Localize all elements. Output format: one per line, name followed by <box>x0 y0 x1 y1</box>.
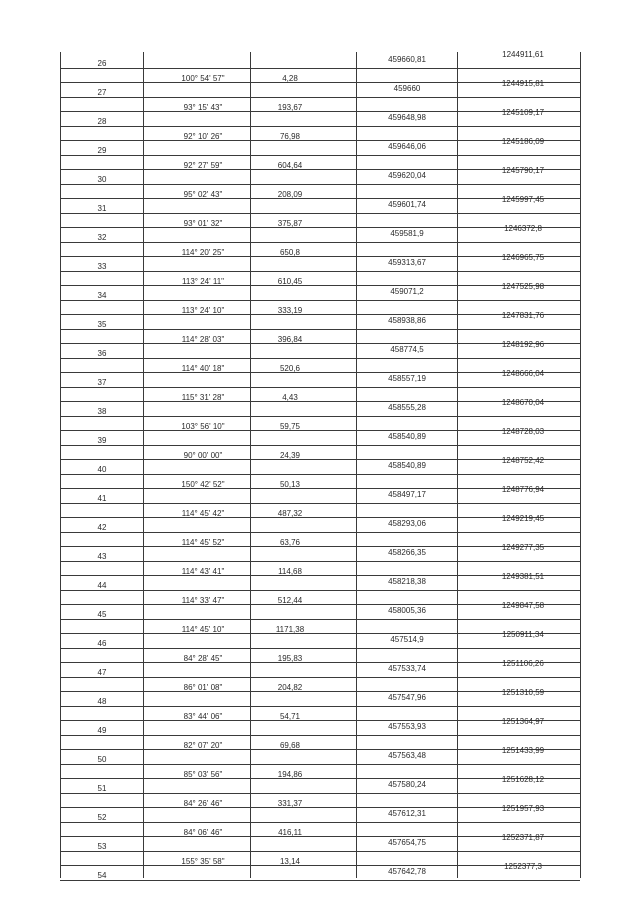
distance-value: 54,71 <box>279 712 301 721</box>
column-border <box>356 52 357 878</box>
column-border <box>143 52 144 878</box>
column-border <box>457 52 458 878</box>
row-line <box>60 590 580 591</box>
point-number: 31 <box>97 204 107 213</box>
angle-value: 84° 26' 46" <box>183 799 223 808</box>
x-coordinate: 457547,96 <box>388 693 426 702</box>
column-border <box>580 52 581 878</box>
x-coordinate: 459648,98 <box>388 113 426 122</box>
x-coordinate: 459071,2 <box>390 287 424 296</box>
distance-value: 487,32 <box>277 509 303 518</box>
point-number: 48 <box>97 697 107 706</box>
point-number: 40 <box>97 465 107 474</box>
point-number: 30 <box>97 175 107 184</box>
row-line <box>60 735 580 736</box>
x-coordinate: 459601,74 <box>388 200 426 209</box>
point-number: 43 <box>97 552 107 561</box>
distance-value: 520,6 <box>279 364 301 373</box>
row-line <box>60 619 580 620</box>
distance-value: 333,19 <box>277 306 303 315</box>
x-coordinate: 458557,19 <box>388 374 426 383</box>
x-coordinate: 459660,81 <box>388 55 426 64</box>
angle-value: 114° 28' 03" <box>181 335 225 344</box>
y-coordinate: 1245997,45 <box>501 195 545 204</box>
row-line <box>60 561 580 562</box>
y-coordinate: 1248752,42 <box>501 456 545 465</box>
angle-value: 150° 42' 52" <box>181 480 225 489</box>
x-coordinate: 457612,31 <box>388 809 426 818</box>
y-coordinate: 1250911,34 <box>502 630 544 639</box>
distance-value: 610,45 <box>277 277 303 286</box>
point-number: 50 <box>97 755 107 764</box>
point-number: 51 <box>97 784 107 793</box>
angle-value: 103° 56' 10" <box>181 422 225 431</box>
point-number: 49 <box>97 726 107 735</box>
angle-value: 92° 27' 59" <box>183 161 223 170</box>
distance-value: 1171,38 <box>275 625 305 634</box>
distance-value: 4,43 <box>282 393 298 402</box>
x-coordinate: 458293,06 <box>388 519 426 528</box>
row-line <box>60 155 580 156</box>
y-coordinate: 1249847,58 <box>501 601 545 610</box>
point-number: 37 <box>97 378 107 387</box>
point-number: 41 <box>97 494 107 503</box>
point-number: 33 <box>97 262 107 271</box>
y-coordinate: 1249381,51 <box>501 572 545 581</box>
x-coordinate: 458938,86 <box>388 316 426 325</box>
point-number: 52 <box>97 813 107 822</box>
row-line <box>60 329 580 330</box>
x-coordinate: 458540,89 <box>388 432 426 441</box>
row-line <box>60 271 580 272</box>
angle-value: 95° 02' 43" <box>183 190 223 199</box>
point-number: 29 <box>97 146 107 155</box>
y-coordinate: 1245790,17 <box>501 166 545 175</box>
x-coordinate: 458218,38 <box>388 577 426 586</box>
angle-value: 113° 24' 10" <box>181 306 225 315</box>
y-coordinate: 1248728,03 <box>501 427 545 436</box>
distance-value: 204,82 <box>277 683 303 692</box>
y-coordinate: 1246965,75 <box>501 253 545 262</box>
distance-value: 194,86 <box>277 770 303 779</box>
y-coordinate: 1247831,76 <box>501 311 545 320</box>
point-number: 54 <box>97 871 107 880</box>
angle-value: 90° 00' 00" <box>183 451 223 460</box>
angle-value: 86° 01' 08" <box>183 683 223 692</box>
angle-value: 93° 01' 32" <box>183 219 223 228</box>
x-coordinate: 458497,17 <box>388 490 426 499</box>
point-number: 44 <box>97 581 107 590</box>
x-coordinate: 458555,28 <box>388 403 426 412</box>
y-coordinate: 1244915,81 <box>501 79 545 88</box>
distance-value: 195,83 <box>277 654 303 663</box>
row-line <box>60 416 580 417</box>
distance-value: 24,39 <box>279 451 301 460</box>
column-border <box>250 52 251 878</box>
point-number: 28 <box>97 117 107 126</box>
distance-value: 193,67 <box>277 103 303 112</box>
row-line <box>60 387 580 388</box>
y-coordinate: 1251310,59 <box>501 688 545 697</box>
distance-value: 114,68 <box>278 567 302 576</box>
x-coordinate: 457533,74 <box>388 664 426 673</box>
y-coordinate: 1245109,17 <box>501 108 545 117</box>
angle-value: 84° 06' 46" <box>183 828 223 837</box>
row-line <box>60 532 580 533</box>
y-coordinate: 1249219,45 <box>501 514 545 523</box>
x-coordinate: 459313,67 <box>388 258 426 267</box>
distance-value: 650,8 <box>279 248 301 257</box>
distance-value: 59,75 <box>279 422 301 431</box>
angle-value: 84° 28' 45" <box>183 654 223 663</box>
x-coordinate: 457642,78 <box>388 867 426 876</box>
y-coordinate: 1251364,97 <box>501 717 545 726</box>
row-line <box>60 445 580 446</box>
column-border <box>60 52 61 878</box>
angle-value: 92° 10' 26" <box>183 132 223 141</box>
angle-value: 83° 44' 06" <box>183 712 223 721</box>
angle-value: 82° 07' 20" <box>183 741 223 750</box>
distance-value: 396,84 <box>277 335 303 344</box>
x-coordinate: 459660 <box>393 84 421 93</box>
point-number: 35 <box>97 320 107 329</box>
row-line <box>60 706 580 707</box>
y-coordinate: 1246372,8 <box>504 224 542 233</box>
angle-value: 155° 35' 58" <box>181 857 225 866</box>
x-coordinate: 458774,5 <box>390 345 424 354</box>
row-line <box>60 184 580 185</box>
angle-value: 85° 03' 56" <box>183 770 223 779</box>
row-line <box>60 677 580 678</box>
x-coordinate: 458540,89 <box>388 461 426 470</box>
angle-value: 114° 33' 47" <box>181 596 225 605</box>
y-coordinate: 1245186,09 <box>501 137 545 146</box>
y-coordinate: 1251106,26 <box>502 659 544 668</box>
x-coordinate: 457553,93 <box>388 722 426 731</box>
distance-value: 512,44 <box>277 596 303 605</box>
row-line <box>60 213 580 214</box>
angle-value: 114° 45' 10" <box>181 625 225 634</box>
distance-value: 604,64 <box>277 161 303 170</box>
point-number: 32 <box>97 233 107 242</box>
y-coordinate: 1251628,12 <box>501 775 545 784</box>
x-coordinate: 458005,36 <box>388 606 426 615</box>
row-line <box>60 474 580 475</box>
distance-value: 331,37 <box>277 799 303 808</box>
point-number: 39 <box>97 436 107 445</box>
distance-value: 4,28 <box>282 74 298 83</box>
distance-value: 76,98 <box>279 132 301 141</box>
point-number: 42 <box>97 523 107 532</box>
x-coordinate: 459646,06 <box>388 142 426 151</box>
row-line <box>60 242 580 243</box>
angle-value: 113° 24' 11" <box>182 277 224 286</box>
x-coordinate: 457580,24 <box>388 780 426 789</box>
row-line <box>60 822 580 823</box>
angle-value: 114° 40' 18" <box>181 364 225 373</box>
angle-value: 114° 45' 52" <box>181 538 225 547</box>
angle-value: 114° 45' 42" <box>181 509 225 518</box>
distance-value: 416,11 <box>278 828 302 837</box>
distance-value: 69,68 <box>279 741 301 750</box>
distance-value: 50,13 <box>279 480 301 489</box>
row-line <box>60 358 580 359</box>
row-line <box>60 880 580 881</box>
row-line <box>60 503 580 504</box>
distance-value: 63,76 <box>279 538 301 547</box>
x-coordinate: 457514,9 <box>390 635 424 644</box>
angle-value: 114° 43' 41" <box>181 567 225 576</box>
y-coordinate: 1249277,35 <box>501 543 545 552</box>
point-number: 46 <box>97 639 107 648</box>
distance-value: 208,09 <box>277 190 303 199</box>
row-line <box>60 126 580 127</box>
y-coordinate: 1248670,04 <box>501 398 545 407</box>
distance-value: 13,14 <box>279 857 301 866</box>
point-number: 26 <box>97 59 107 68</box>
y-coordinate: 1251957,93 <box>501 804 545 813</box>
row-line <box>60 764 580 765</box>
x-coordinate: 458266,35 <box>388 548 426 557</box>
point-number: 47 <box>97 668 107 677</box>
distance-value: 375,87 <box>277 219 303 228</box>
point-number: 36 <box>97 349 107 358</box>
angle-value: 100° 54' 57" <box>181 74 225 83</box>
y-coordinate: 1248776,94 <box>501 485 545 494</box>
y-coordinate: 1251433,99 <box>501 746 545 755</box>
x-coordinate: 459581,9 <box>390 229 424 238</box>
row-line <box>60 793 580 794</box>
point-number: 45 <box>97 610 107 619</box>
point-number: 27 <box>97 88 107 97</box>
x-coordinate: 459620,04 <box>388 171 426 180</box>
y-coordinate: 1247525,98 <box>501 282 545 291</box>
row-line <box>60 97 580 98</box>
row-line <box>60 300 580 301</box>
angle-value: 114° 20' 25" <box>181 248 225 257</box>
point-number: 38 <box>97 407 107 416</box>
point-number: 34 <box>97 291 107 300</box>
point-number: 53 <box>97 842 107 851</box>
row-line <box>60 68 580 69</box>
x-coordinate: 457563,48 <box>388 751 426 760</box>
row-line <box>60 648 580 649</box>
x-coordinate: 457654,75 <box>388 838 426 847</box>
y-coordinate: 1252371,87 <box>501 833 545 842</box>
angle-value: 115° 31' 28" <box>181 393 225 402</box>
y-coordinate: 1244911,61 <box>502 50 544 59</box>
y-coordinate: 1248666,04 <box>501 369 545 378</box>
y-coordinate: 1252377,3 <box>504 862 542 871</box>
row-line <box>60 851 580 852</box>
angle-value: 93° 15' 43" <box>183 103 223 112</box>
y-coordinate: 1248192,96 <box>501 340 545 349</box>
